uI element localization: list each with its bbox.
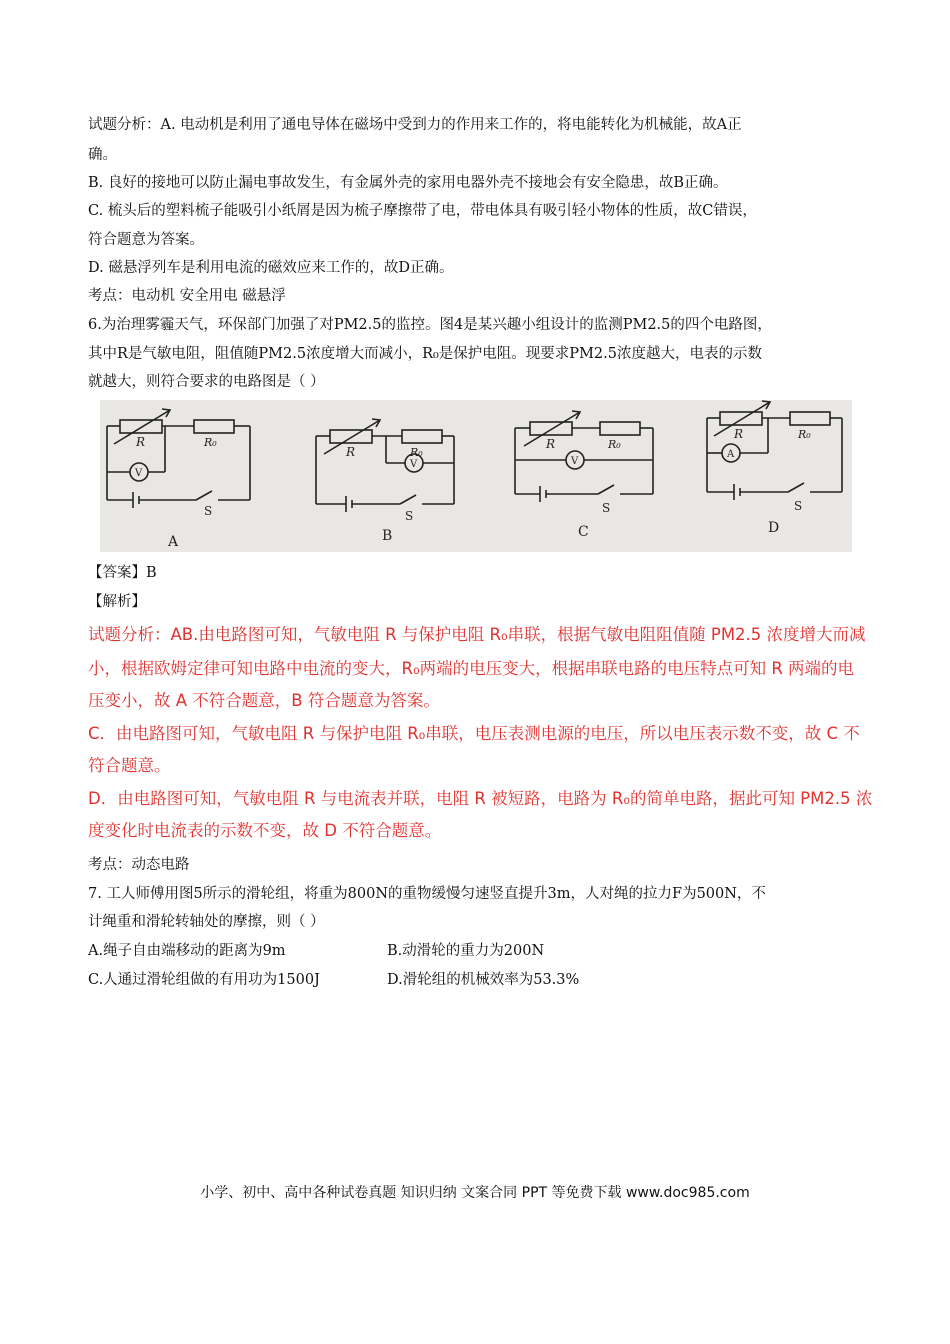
knowledge-point-2: 考点：动态电路 bbox=[88, 857, 190, 873]
circuit-b-meter: V bbox=[410, 459, 418, 470]
circuit-d-r-label: R bbox=[734, 427, 744, 441]
analysis-line-2: 确。 bbox=[88, 147, 117, 163]
option-b: B.动滑轮的重力为200N bbox=[387, 943, 545, 959]
footer-banner: 小学、初中、高中各种试卷真题 知识归纳 文案合同 PPT 等免费下载 www.doc985.com bbox=[200, 1185, 750, 1201]
question-6-line-3: 就越大，则符合要求的电路图是（ ） bbox=[88, 374, 325, 390]
circuit-diagrams bbox=[100, 400, 852, 552]
analysis-line-6: D. 磁悬浮列车是利用电流的磁效应来工作的，故D正确。 bbox=[88, 260, 454, 276]
question-7-line-1: 7. 工人师傅用图5所示的滑轮组，将重为800N的重物缓慢匀速竖直提升3m，人对绳的拉力F为500N，不 bbox=[88, 886, 766, 902]
question-6-line-1: 6.为治理雾霾天气，环保部门加强了对PM2.5的监控。图4是某兴趣小组设计的监测PM2.5的四个电路图， bbox=[88, 317, 772, 333]
circuit-a-r-label: R bbox=[136, 435, 146, 449]
circuit-c-switch-label: S bbox=[602, 501, 611, 515]
analysis-line-4: C. 梳头后的塑料梳子能吸引小纸屑是因为梳子摩擦带了电，带电体具有吸引轻小物体的性质，故C错误， bbox=[88, 203, 757, 219]
red-analysis-line-3: 压变小，故 A 不符合题意，B 符合题意为答案。 bbox=[88, 691, 440, 710]
circuit-a-switch-label: S bbox=[204, 504, 213, 518]
circuit-a bbox=[107, 409, 250, 508]
circuit-c-r0-label: R₀ bbox=[608, 438, 621, 451]
circuit-a-option-label: A bbox=[168, 534, 179, 550]
question-7-line-2: 计绳重和滑轮转轴处的摩擦，则（ ） bbox=[88, 914, 325, 930]
analysis-line-5: 符合题意为答案。 bbox=[88, 232, 204, 248]
question-6-line-2: 其中R是气敏电阻，阻值随PM2.5浓度增大而减小，R₀是保护电阻。现要求PM2.5浓度越大，电表的示数 bbox=[88, 346, 762, 362]
circuit-d-meter: A bbox=[727, 449, 735, 460]
analysis-line-1: 试题分析：A. 电动机是利用了通电导体在磁场中受到力的作用来工作的，将电能转化为机械能，故A正 bbox=[88, 117, 742, 133]
circuit-c-r-label: R bbox=[546, 437, 556, 451]
circuit-c-option-label: C bbox=[578, 524, 589, 540]
red-analysis-line-5: 符合题意。 bbox=[88, 756, 171, 775]
circuit-b-r-label: R bbox=[346, 445, 356, 459]
circuit-d-switch-label: S bbox=[794, 499, 803, 513]
circuit-b-option-label: B bbox=[382, 528, 393, 544]
red-analysis-line-7: 度变化时电流表的示数不变，故 D 不符合题意。 bbox=[88, 821, 442, 840]
knowledge-point: 考点：电动机 安全用电 磁悬浮 bbox=[88, 288, 286, 304]
option-a: A.绳子自由端移动的距离为9m bbox=[88, 943, 286, 959]
circuit-d-option-label: D bbox=[768, 520, 780, 536]
option-c: C.人通过滑轮组做的有用功为1500J bbox=[88, 972, 320, 988]
circuit-b-r0-label: R₀ bbox=[410, 446, 423, 459]
red-analysis-line-2: 小，根据欧姆定律可知电路中电流的变大，R₀两端的电压变大，根据串联电路的电压特点可知 R 两端的电 bbox=[88, 659, 855, 678]
circuit-a-meter: V bbox=[135, 468, 143, 479]
circuit-b-switch-label: S bbox=[405, 509, 414, 523]
circuit-d-r0-label: R₀ bbox=[798, 428, 811, 441]
red-analysis-line-1: 试题分析：AB.由电路图可知，气敏电阻 R 与保护电阻 R₀串联，根据气敏电阻阻值随 PM2.5 浓度增大而减 bbox=[88, 625, 866, 644]
circuit-c bbox=[515, 411, 653, 502]
analysis-line-3: B. 良好的接地可以防止漏电事故发生，有金属外壳的家用电器外壳不接地会有安全隐患，故B正确。 bbox=[88, 175, 728, 191]
option-d: D.滑轮组的机械效率为53.3% bbox=[387, 972, 580, 988]
circuit-figure bbox=[100, 400, 852, 552]
circuit-a-r0-label: R₀ bbox=[204, 436, 217, 449]
circuit-c-meter: V bbox=[571, 456, 579, 467]
answer-label: 【答案】B bbox=[88, 565, 157, 581]
red-analysis-line-4: C．由电路图可知，气敏电阻 R 与保护电阻 R₀串联，电压表测电源的电压，所以电压表示数不变，故 C 不 bbox=[88, 724, 860, 743]
analysis-heading: 【解析】 bbox=[88, 594, 146, 610]
red-analysis-line-6: D．由电路图可知，气敏电阻 R 与电流表并联，电阻 R 被短路，电路为 R₀的简单电路，据此可知 PM2.5 浓 bbox=[88, 789, 873, 808]
circuit-b bbox=[316, 419, 454, 512]
